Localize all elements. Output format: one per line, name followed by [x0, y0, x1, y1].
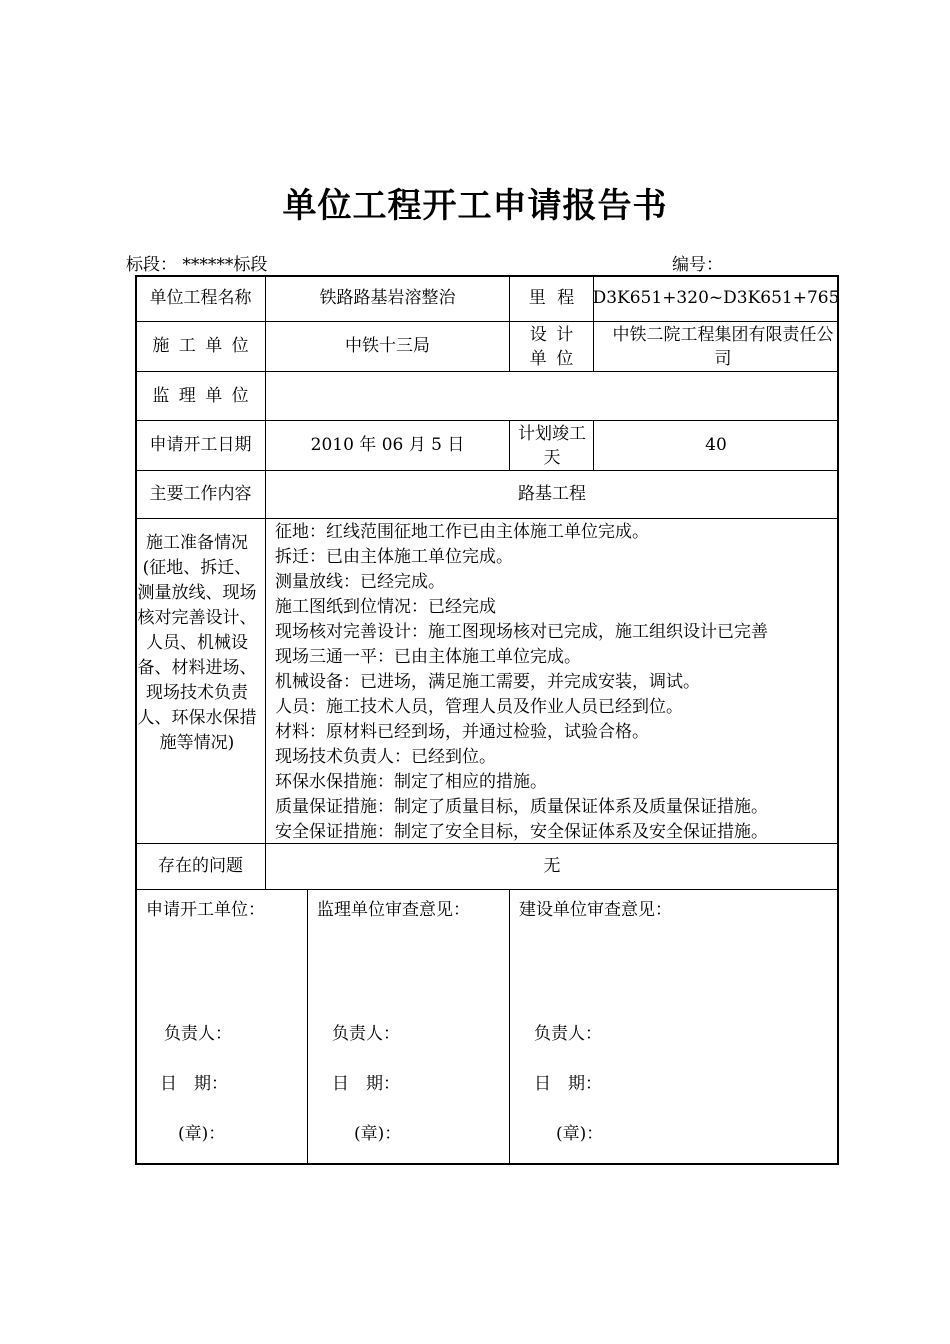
supervisor-date: 日 期：: [332, 1074, 400, 1094]
preparation-item: 现场技术负责人：已经到位。: [275, 747, 496, 767]
applicant-label: 申请开工单位：: [146, 900, 265, 920]
project-name-value: 铁路路基岩溶整治: [319, 288, 456, 308]
col-divider: [509, 420, 510, 470]
applicant-date: 日 期：: [160, 1074, 228, 1094]
col-divider: [509, 889, 510, 1164]
preparation-label: 施工准备情况(征地、拆迁、测量放线、现场核对完善设计、人员、机械设备、材料进场、现场技术负责人、环保水保措施等情况): [137, 533, 257, 753]
mileage-value: D3K651+320~D3K651+765: [592, 288, 840, 308]
page-title: 单位工程开工申请报告书: [282, 186, 668, 226]
constructor-label: 施 工 单 位: [152, 336, 249, 356]
row-divider: [136, 889, 838, 890]
section-value: ******标段: [182, 255, 268, 275]
preparation-item: 施工图纸到位情况：已经完成: [275, 597, 496, 617]
serial-label: 编号：: [672, 255, 723, 275]
owner-date: 日 期：: [534, 1074, 602, 1094]
preparation-item: 拆迁：已由主体施工单位完成。: [275, 547, 513, 567]
owner-responsible: 负责人：: [534, 1024, 602, 1044]
preparation-item: 人员：施工技术人员，管理人员及作业人员已经到位。: [275, 697, 683, 717]
preparation-item: 测量放线：已经完成。: [275, 572, 445, 592]
preparation-list: [275, 520, 835, 845]
planned-days-value: 40: [705, 435, 727, 455]
mileage-label: 里 程: [528, 288, 575, 308]
col-divider: [307, 889, 308, 1164]
main-work-value: 路基工程: [518, 484, 586, 504]
owner-seal: (章)：: [556, 1124, 604, 1144]
designer-label: 设 计 单 位: [529, 324, 574, 369]
applicant-responsible: 负责人：: [164, 1024, 232, 1044]
supervisor-value: [266, 372, 838, 420]
start-date-label: 申请开工日期: [149, 435, 252, 455]
preparation-item: 安全保证措施：制定了安全目标，安全保证体系及安全保证措施。: [275, 822, 768, 842]
preparation-item: 现场核对完善设计：施工图现场核对已完成，施工组织设计已完善: [275, 622, 768, 642]
supervisor-opinion-label: 监理单位审查意见：: [317, 900, 470, 920]
issues-label: 存在的问题: [158, 856, 243, 876]
preparation-item: 征地：红线范围征地工作已由主体施工单位完成。: [275, 522, 649, 542]
issues-value: 无: [543, 856, 561, 876]
supervisor-seal: (章)：: [354, 1124, 402, 1144]
constructor-value: 中铁十三局: [345, 336, 430, 356]
preparation-item: 现场三通一平：已由主体施工单位完成。: [275, 647, 581, 667]
section-label: [126, 250, 267, 275]
preparation-item: 材料：原材料已经到场，并通过检验，试验合格。: [275, 722, 649, 742]
planned-days-label: 计划竣工天: [518, 423, 586, 468]
row-divider: [136, 518, 838, 519]
preparation-item: 机械设备：已进场，满足施工需要，并完成安装，调试。: [275, 672, 700, 692]
preparation-item: 质量保证措施：制定了质量目标，质量保证体系及质量保证措施。: [275, 797, 768, 817]
designer-value: 中铁二院工程集团有限责任公司: [612, 324, 834, 369]
owner-opinion-label: 建设单位审查意见：: [519, 900, 672, 920]
applicant-seal: (章)：: [178, 1124, 226, 1144]
supervisor-responsible: 负责人：: [332, 1024, 400, 1044]
main-work-label: 主要工作内容: [149, 484, 252, 504]
project-name-label: 单位工程名称: [149, 288, 252, 308]
preparation-item: 环保水保措施：制定了相应的措施。: [275, 772, 547, 792]
section-label-text: 标段：: [126, 255, 177, 275]
supervisor-label: 监 理 单 位: [152, 385, 249, 406]
start-date-value: 2010 年 06 月 5 日: [310, 435, 465, 455]
